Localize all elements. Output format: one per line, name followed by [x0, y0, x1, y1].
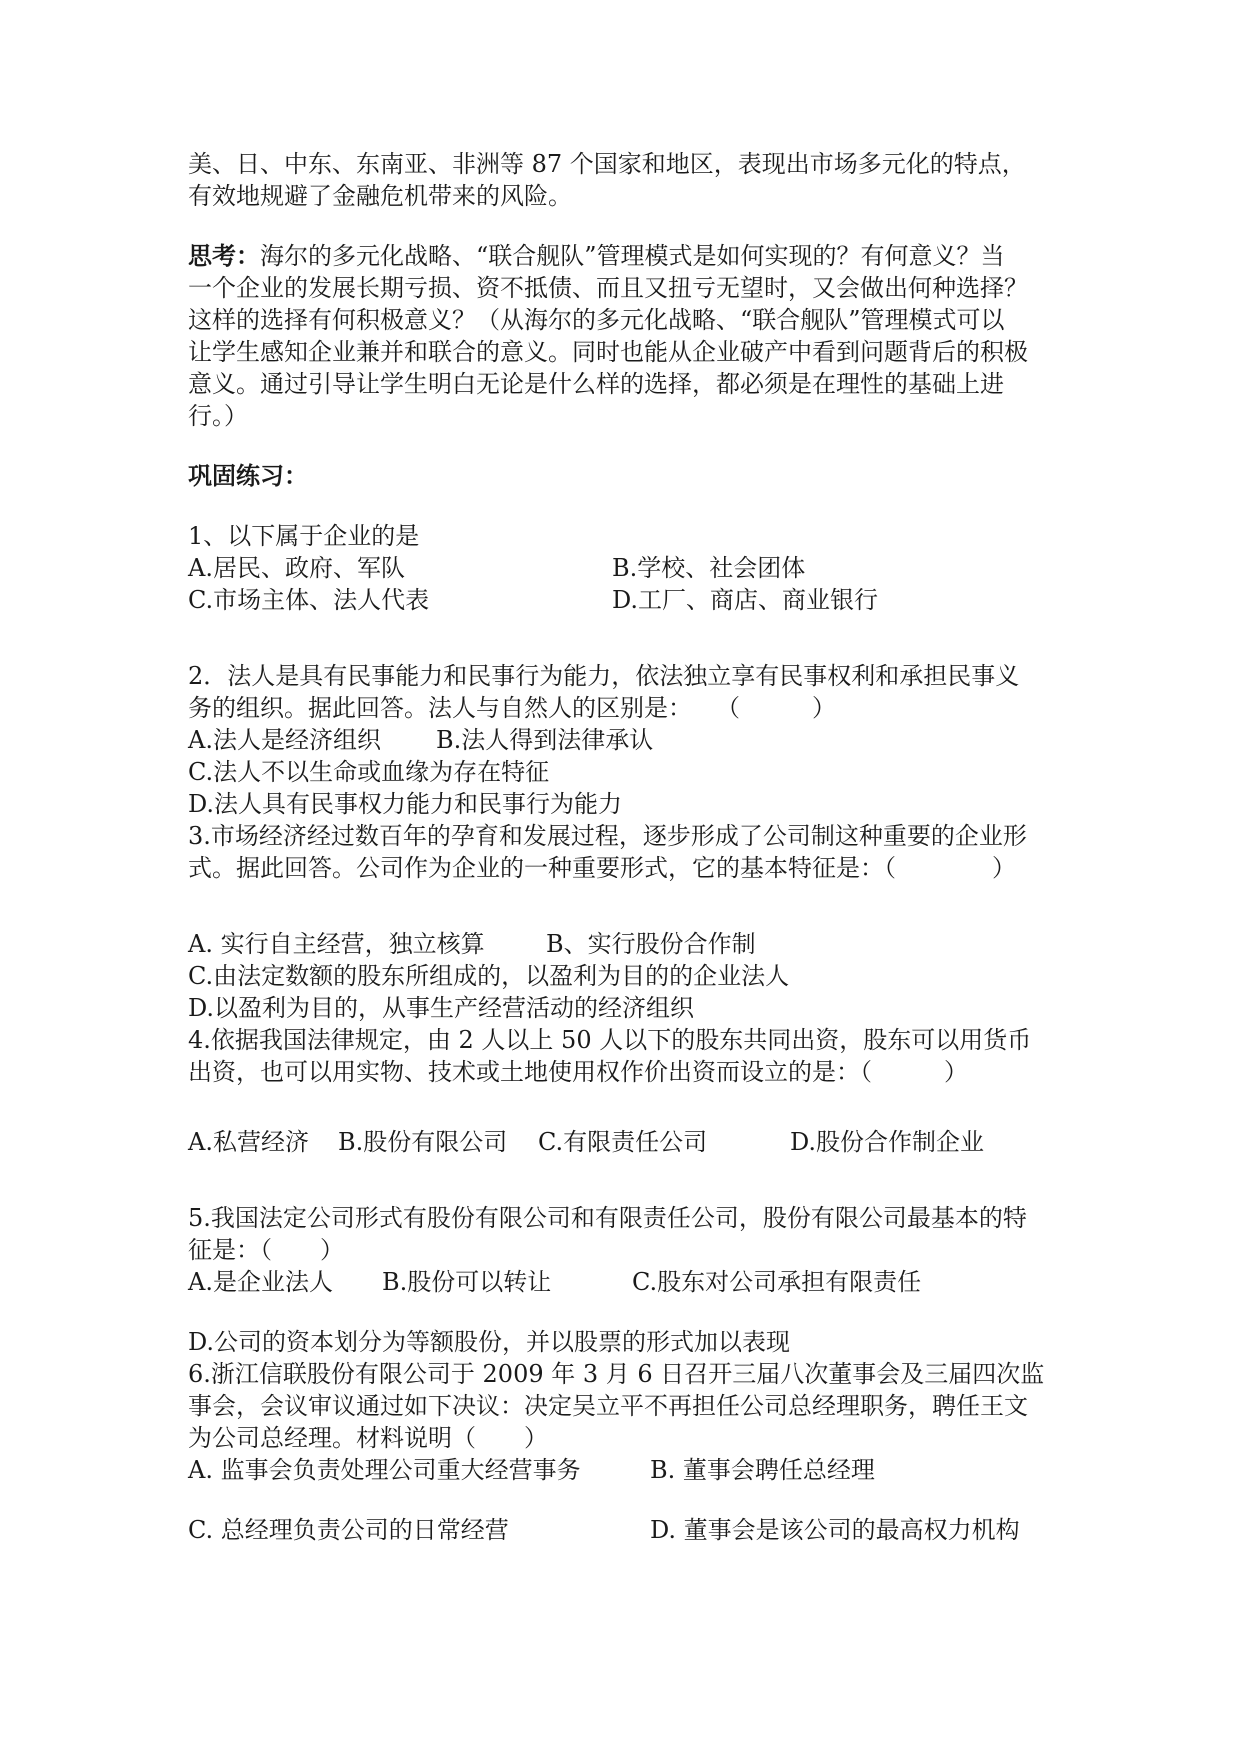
q6-option-a: A. 监事会负责处理公司重大经营事务 — [188, 1456, 581, 1484]
think-line-2: 一个企业的发展长期亏损、资不抵债、而且又扭亏无望时，又会做出何种选择？ — [188, 274, 1028, 302]
q2-option-d: D.法人具有民事权力能力和民事行为能力 — [188, 790, 623, 818]
think-text-1: 海尔的多元化战略、“联合舰队”管理模式是如何实现的？有何意义？当 — [260, 242, 1005, 270]
q6-option-b: B. 董事会聘任总经理 — [650, 1456, 875, 1484]
intro-line-1: 美、日、中东、东南亚、非洲等 87 个国家和地区，表现出市场多元化的特点， — [188, 150, 1026, 178]
q5-option-b: B.股份可以转让 — [382, 1268, 552, 1296]
q5-option-a: A.是企业法人 — [188, 1268, 333, 1296]
think-line-6: 行。） — [188, 402, 248, 430]
q5-stem-2: 征是：（ ） — [188, 1236, 344, 1264]
think-line-3: 这样的选择有何积极意义？（从海尔的多元化战略、“联合舰队”管理模式可以 — [188, 306, 1005, 334]
q5-option-d: D.公司的资本划分为等额股份，并以股票的形式加以表现 — [188, 1328, 791, 1356]
q4-option-a: A.私营经济 — [188, 1128, 309, 1156]
q4-option-d: D.股份合作制企业 — [790, 1128, 985, 1156]
q2-stem-1: 2．法人是具有民事能力和民事行为能力，依法独立享有民事权利和承担民事义 — [188, 662, 1020, 690]
q2-option-b: B.法人得到法律承认 — [436, 726, 654, 754]
q4-stem-1: 4.依据我国法律规定，由 2 人以上 50 人以下的股东共同出资，股东可以用货币 — [188, 1026, 1032, 1054]
intro-line-2: 有效地规避了金融危机带来的风险。 — [188, 182, 572, 210]
think-line-5: 意义。通过引导让学生明白无论是什么样的选择，都必须是在理性的基础上进 — [188, 370, 1004, 398]
think-line-4: 让学生感知企业兼并和联合的意义。同时也能从企业破产中看到问题背后的积极 — [188, 338, 1028, 366]
q6-stem-1: 6.浙江信联股份有限公司于 2009 年 3 月 6 日召开三届八次董事会及三届四次监 — [188, 1360, 1045, 1388]
q3-stem-1: 3.市场经济经过数百年的孕育和发展过程，逐步形成了公司制这种重要的企业形 — [188, 822, 1027, 850]
q3-option-c: C.由法定数额的股东所组成的，以盈利为目的的企业法人 — [188, 962, 790, 990]
q4-option-c: C.有限责任公司 — [538, 1128, 708, 1156]
q3-option-b: B、实行股份合作制 — [546, 930, 756, 958]
q4-option-b: B.股份有限公司 — [338, 1128, 508, 1156]
think-label: 思考： — [188, 241, 260, 270]
q1-option-b: B.学校、社会团体 — [612, 554, 806, 582]
q1-option-d: D.工厂、商店、商业银行 — [612, 586, 879, 614]
q1-stem: 1、以下属于企业的是 — [188, 522, 420, 550]
q5-stem-1: 5.我国法定公司形式有股份有限公司和有限责任公司，股份有限公司最基本的特 — [188, 1204, 1027, 1232]
q3-stem-2: 式。据此回答。公司作为企业的一种重要形式，它的基本特征是：（ ） — [188, 854, 1016, 882]
q6-option-d: D. 董事会是该公司的最高权力机构 — [650, 1516, 1020, 1544]
q3-option-d: D.以盈利为目的，从事生产经营活动的经济组织 — [188, 994, 695, 1022]
q3-option-a: A. 实行自主经营，独立核算 — [188, 930, 485, 958]
q1-option-c: C.市场主体、法人代表 — [188, 586, 430, 614]
think-line-1 — [188, 240, 1005, 272]
practice-heading: 巩固练习： — [188, 461, 308, 490]
q6-stem-3: 为公司总经理。材料说明（ ） — [188, 1424, 548, 1452]
q6-stem-2: 事会，会议审议通过如下决议：决定吴立平不再担任公司总经理职务，聘任王文 — [188, 1392, 1028, 1420]
q4-stem-2: 出资，也可以用实物、技术或土地使用权作价出资而设立的是：（ ） — [188, 1058, 968, 1086]
q6-option-c: C. 总经理负责公司的日常经营 — [188, 1516, 509, 1544]
q1-option-a: A.居民、政府、军队 — [188, 554, 405, 582]
q5-option-c: C.股东对公司承担有限责任 — [632, 1268, 922, 1296]
q2-option-c: C.法人不以生命或血缘为存在特征 — [188, 758, 550, 786]
q2-stem-2: 务的组织。据此回答。法人与自然人的区别是： （ ） — [188, 694, 836, 722]
q2-option-a: A.法人是经济组织 — [188, 726, 381, 754]
